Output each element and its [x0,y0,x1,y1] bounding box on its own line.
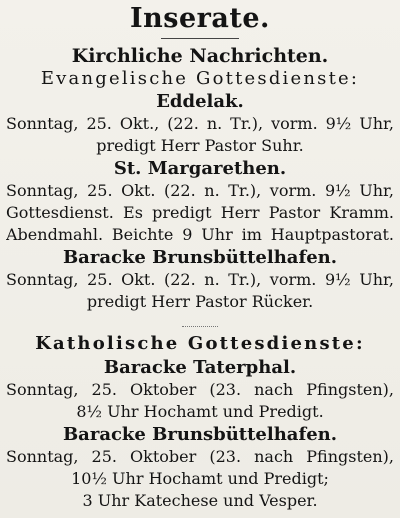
service-entry-taterphal [6,356,394,423]
service-text-line: Sonntag, 25. Oktober (23. nach Pfingsten), [6,447,394,466]
service-text-line: Sonntag, 25. Oktober (23. nach Pfingsten), [6,380,394,399]
service-text-line: Sonntag, 25. Okt. (22. n. Tr.), vorm. 9½ Uhr, [6,181,394,200]
section-catholic [6,332,394,512]
service-text-line: 3 Uhr Katechese und Vesper. [82,491,318,510]
service-entry-brunsbuettelhafen [6,246,394,313]
service-entry-brunsbuettelhafen-catholic [6,423,394,512]
section-divider [182,320,218,327]
service-text-line: Abendmahl. Beichte 9 Uhr im Hauptpastorat. [6,225,394,244]
service-text-line: Gottesdienst. Es predigt Herr Pastor Kramm. [6,203,394,222]
service-entry-eddelak [6,90,394,157]
place-name: Baracke Taterphal. [103,357,297,378]
service-text-line: Sonntag, 25. Okt. (22. n. Tr.), vorm. 9½ Uhr, [6,270,394,289]
service-text-line: predigt Herr Pastor Suhr. [96,136,304,155]
place-name: Baracke Brunsbüttelhafen. [62,424,338,445]
service-text-line: 10½ Uhr Hochamt und Predigt; [71,469,329,488]
page-title: Inserate. [130,4,270,34]
section-heading: Kirchliche Nachrichten. [71,45,329,67]
service-text-line: 8½ Uhr Hochamt und Predigt. [76,402,324,421]
section-subheading: Evangelische Gottesdienste: [40,68,360,89]
service-text-line: Sonntag, 25. Okt., (22. n. Tr.), vorm. 9½ Uhr, [6,114,394,133]
section-subheading: Katholische Gottesdienste: [35,333,365,354]
place-name: St. Margarethen. [113,158,287,179]
title-divider [161,38,239,39]
section-evangelical [6,45,394,313]
place-name: Eddelak. [156,91,244,112]
service-text-line: predigt Herr Pastor Rücker. [86,292,314,311]
place-name: Baracke Brunsbüttelhafen. [62,247,338,268]
service-entry-st-margarethen [6,157,394,246]
